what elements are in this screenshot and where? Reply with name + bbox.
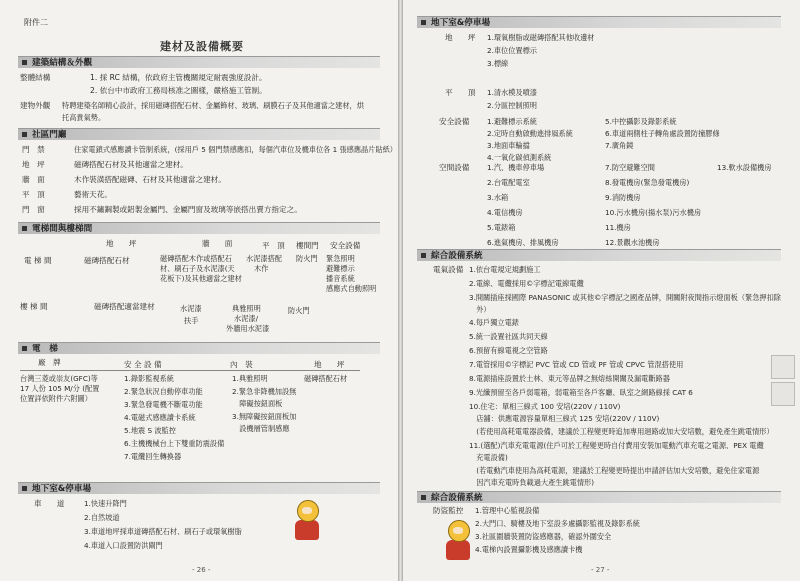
safety-item: 2.緊急狀況自動停車功能 [124,387,203,396]
column-header: 安全設備 [330,241,361,250]
row-label: 車 道 [34,499,65,508]
list-item: 8.發電機房(緊急發電機房) [605,178,690,187]
list-item: 3.社區圍牆裝置防盜感應器，確認外圍安全 [475,532,612,541]
row-label: 地 坪 [445,33,476,42]
list-item: 4.一氧化碳偵測系統 [487,153,552,162]
brand-line: 17 人份 105 M/分 (配置 [20,384,100,393]
interior-item: 1.典雅照明 [232,374,268,383]
list-item: 7.防空避難空間 [605,163,655,172]
cell-wall: 材、刷石子及水泥漆(天 [160,264,235,273]
cell-wall: 水泥漆 [180,304,202,313]
page-number: - 27 - [591,566,610,574]
list-item: 2.車位位置標示 [487,46,537,55]
bullet-square-icon [22,226,27,231]
section-building-header [18,56,380,68]
interior-item: 障礙按鈕面板 [232,399,283,408]
list-item: 6.進氣機房、排風機房 [487,238,559,247]
section-basement-header [18,482,380,494]
safety-item: 6.主機機械台上下雙重防震設備 [124,439,225,448]
list-item: 4.電梯內設置攝影機及感應讀卡機 [475,545,583,554]
row-label: 門 窗 [22,205,45,214]
list-item: 4.每戶獨立電錶 [469,318,519,327]
list-item: 1.環氧樹脂或磁磚搭配其他收邊材 [487,33,595,42]
floor-cell: 磁磚搭配石材 [304,374,348,383]
row-label: 防盜監控 [433,506,464,515]
list-item: 6.車道兩側柱子轉角處設置防撞膠條 [605,129,720,138]
section-heading: 電 梯 [32,344,58,354]
list-item: 因汽車充電時負載過大產生跳電情形) [469,478,594,487]
bullet-square-icon [421,495,426,500]
section-heading: 綜合設備系統 [431,251,483,261]
list-item: 2.定時自動啟動進排風系統 [487,129,573,138]
list-item: 1.管理中心監視設備 [475,506,540,515]
bullet-square-icon [421,253,426,258]
cell-safety: 緊急照明 [326,254,355,263]
bullet-square-icon [22,486,27,491]
list-item: 8.電源插座設置於土林、東元等品牌之無熔絲開關及漏電斷路器 [469,374,670,383]
column-header: 地 坪 [314,360,345,369]
list-item: 11.機房 [605,223,631,232]
section-basement-header [417,16,781,28]
row-text: 住家電鎖式感應讀卡管制系統，(採用戶 5 個門禁感應扣，每個汽車位及機車位各 1 張感應晶片貼紙） [74,145,397,154]
list-item: 充電設備) [469,453,508,462]
list-item: 10.污水機房(揚水泵)污水機房 [605,208,702,217]
safety-item: 7.電纜回生轉換器 [124,452,182,461]
row-text: 1. 採 RC 結構，依政府主管機關規定耐震強度設計。 [90,73,267,82]
chapter-label: 附件二 [24,18,48,27]
cell-ceiling: 水泥漆/ [234,314,258,323]
bullet-square-icon [421,20,426,25]
safety-item: 5.地震 S 波監控 [124,426,176,435]
cell-safety: 避難標示 [326,264,355,273]
list-item: 5.統一設置社區共同天線 [469,332,548,341]
section-community-header [18,128,380,140]
column-header: 安 全 設 備 [124,360,162,369]
row-label: 整體結構 [20,73,51,82]
row-label: 安全設備 [439,117,470,126]
interior-item: 2.緊急非降機加設無 [232,387,297,396]
section-integrated2-header [417,491,781,503]
list-item: (若使用高耗電電器設備，建議於工程變更時追加專用迴路或加大安培數，避免產生跳電情形） [469,427,774,436]
list-item: 7.廣角鏡 [605,141,634,150]
list-item: (若電動汽車使用為高耗電源，建議於工程變更時提出申請評估加大安培數，避免住家電源 [469,466,760,475]
cell-wall: 扶手 [184,316,199,325]
cell-door: 防火門 [296,254,318,263]
list-item: 1.清水模及噴漆 [487,88,537,97]
row-label: 地 坪 [22,160,45,169]
safety-item: 3.緊急發電機不斷電功能 [124,400,203,409]
mascot-illustration [292,498,322,544]
row-label: 平 頂 [445,88,476,97]
row-label: 平 頂 [22,190,45,199]
cell-door: 防火門 [288,306,310,315]
row-text: 托高貴氣勢。 [62,113,106,122]
column-header: 牆 面 [202,239,233,248]
row-label: 樓 梯 間 [20,302,48,311]
list-item: 1.避難標示系統 [487,117,537,126]
list-item: 6.預留有線電視之空管路 [469,346,548,355]
list-item: 2.自然坡道 [84,513,120,522]
list-item: 3.車道地坪採車道磚搭配石材、刷石子或環氧樹脂 [84,527,242,536]
section-heading: 社區門廳 [32,130,67,140]
bullet-square-icon [22,132,27,137]
cell-wall: 花板下)及其他適當之建材 [160,274,242,283]
list-item: 2.分區控制照明 [487,101,537,110]
list-item: 5.電錶箱 [487,223,516,232]
list-item: 4.車道入口設置防洪閘門 [84,541,163,550]
interior-item: 3.無障礙按鈕面板加 [232,412,297,421]
interior-item: 設機層管制感應 [232,424,290,433]
left-page [0,0,398,581]
section-elevator-header [18,342,380,354]
cell-wall: 磁磚搭配木作或搭配石 [160,254,232,263]
list-item: 3.地面車輪擋 [487,141,530,150]
cell-ceiling: 水泥漆搭配 [246,254,282,263]
section-heading: 綜合設備系統 [431,493,483,503]
right-page [403,0,800,581]
safety-item: 1.錄影監視系統 [124,374,174,383]
list-item: 外） [469,305,491,314]
list-item: 11.(選配)汽車充電電源(住戶可於工程變更時自付費用安裝加電動汽車充電之電源、PEX 電纜 [469,441,764,450]
row-text: 特聘建築名師精心設計，採用磁磚搭配石材、金屬飾材、玻璃、刷膜石子及其他適當之建材，烘 [62,101,364,110]
table-rule [20,370,360,371]
list-item: 7.電管採用©字標記 PVC 管或 CD 管或 PF 管或 CPVC 管混搭使用 [469,360,684,369]
row-label: 牆 面 [22,175,45,184]
section-integrated-header [417,249,781,261]
list-item: 9.消防機房 [605,193,641,202]
list-item: 4.電信機房 [487,208,523,217]
list-item: 13.軟水設備機房 [717,163,772,172]
cell-floor: 磁磚搭配適當建材 [94,302,155,311]
row-label: 電 梯 間 [24,256,52,265]
mascot-illustration [443,518,473,564]
section-elevator-hall-header [18,222,380,234]
brand-line: 台灣三菱或崇友(GFC)等 [20,374,98,383]
row-label: 空間設備 [439,163,470,172]
row-label: 建物外觀 [20,101,51,110]
row-text: 藝術天花。 [74,190,112,199]
column-header: 平 頂 [262,241,285,250]
list-item: 10.住宅：單相三線式 100 安培(220V / 110V) [469,402,621,411]
bullet-square-icon [22,346,27,351]
bullet-square-icon [22,60,27,65]
row-label: 門 禁 [22,145,45,154]
column-header: 樓間門 [296,241,319,250]
row-text: 木作裝潢搭配磁磚、石材及其他適當之建材。 [74,175,226,184]
safety-item: 4.電磁式感應讀卡系統 [124,413,196,422]
cell-ceiling: 外牆用水泥漆 [226,324,270,333]
cell-ceiling: 典雅照明 [232,304,261,313]
cell-ceiling: 木作 [254,264,269,273]
list-item: 9.光纖預留至各戶弱電箱，弱電箱至各戶客廳、臥室之網路線採 CAT 6 [469,388,693,397]
section-heading: 地下室&停車場 [431,18,491,28]
margin-stamp [771,382,795,406]
list-item: 1.汽、機車停車場 [487,163,545,172]
section-heading: 電梯間與樓梯間 [32,224,93,234]
section-heading: 地下室&停車場 [32,484,92,494]
list-item: 1.依台電規定規劃施工 [469,265,541,274]
page-number: - 26 - [192,566,211,574]
list-item: 3.水箱 [487,193,509,202]
column-header: 廠 牌 [38,358,61,367]
list-item: 2.台電配電室 [487,178,530,187]
row-text: 2. 依台中市政府工務局核准之圖樣，嚴格施工管制。 [90,86,267,95]
list-item: 1.快速升降門 [84,499,127,508]
cell-safety: 播音系統 [326,274,355,283]
brand-line: 位置詳依附件六附圖） [20,394,92,403]
list-item: 3.開關插座採國際 PANASONIC 或其他©字標記之國產品牌，開關附夜間指示燈面板（緊急押扣除 [469,293,781,302]
list-item: 12.景觀水池機房 [605,238,660,247]
list-item: 2.大門口、騎樓及地下室設多處攝影監視及錄影系統 [475,519,640,528]
cell-safety: 感應式自動照明 [326,284,377,293]
section-heading: 建築結構＆外觀 [32,58,93,68]
row-text: 採用不鏽鋼製或鋁製金屬門、金屬門窗及玻璃等嵌搭出賣方指定之。 [74,205,302,214]
list-item: 店舖：供應電源容量單相三線式 125 安培(220V / 110V) [469,414,660,423]
page-title: 建材及設備概要 [160,40,244,53]
row-text: 磁磚搭配石材及其他適當之建材。 [74,160,188,169]
column-header: 地 坪 [106,239,137,248]
column-header: 內 裝 [230,360,253,369]
list-item: 3.標線 [487,59,509,68]
margin-stamp [771,355,795,379]
cell-floor: 磁磚搭配石材 [84,256,130,265]
row-label: 電氣設備 [433,265,464,274]
list-item: 5.中控攝影及錄影系統 [605,117,677,126]
list-item: 2.電線、電纜採用©字標記電線電纜 [469,279,584,288]
